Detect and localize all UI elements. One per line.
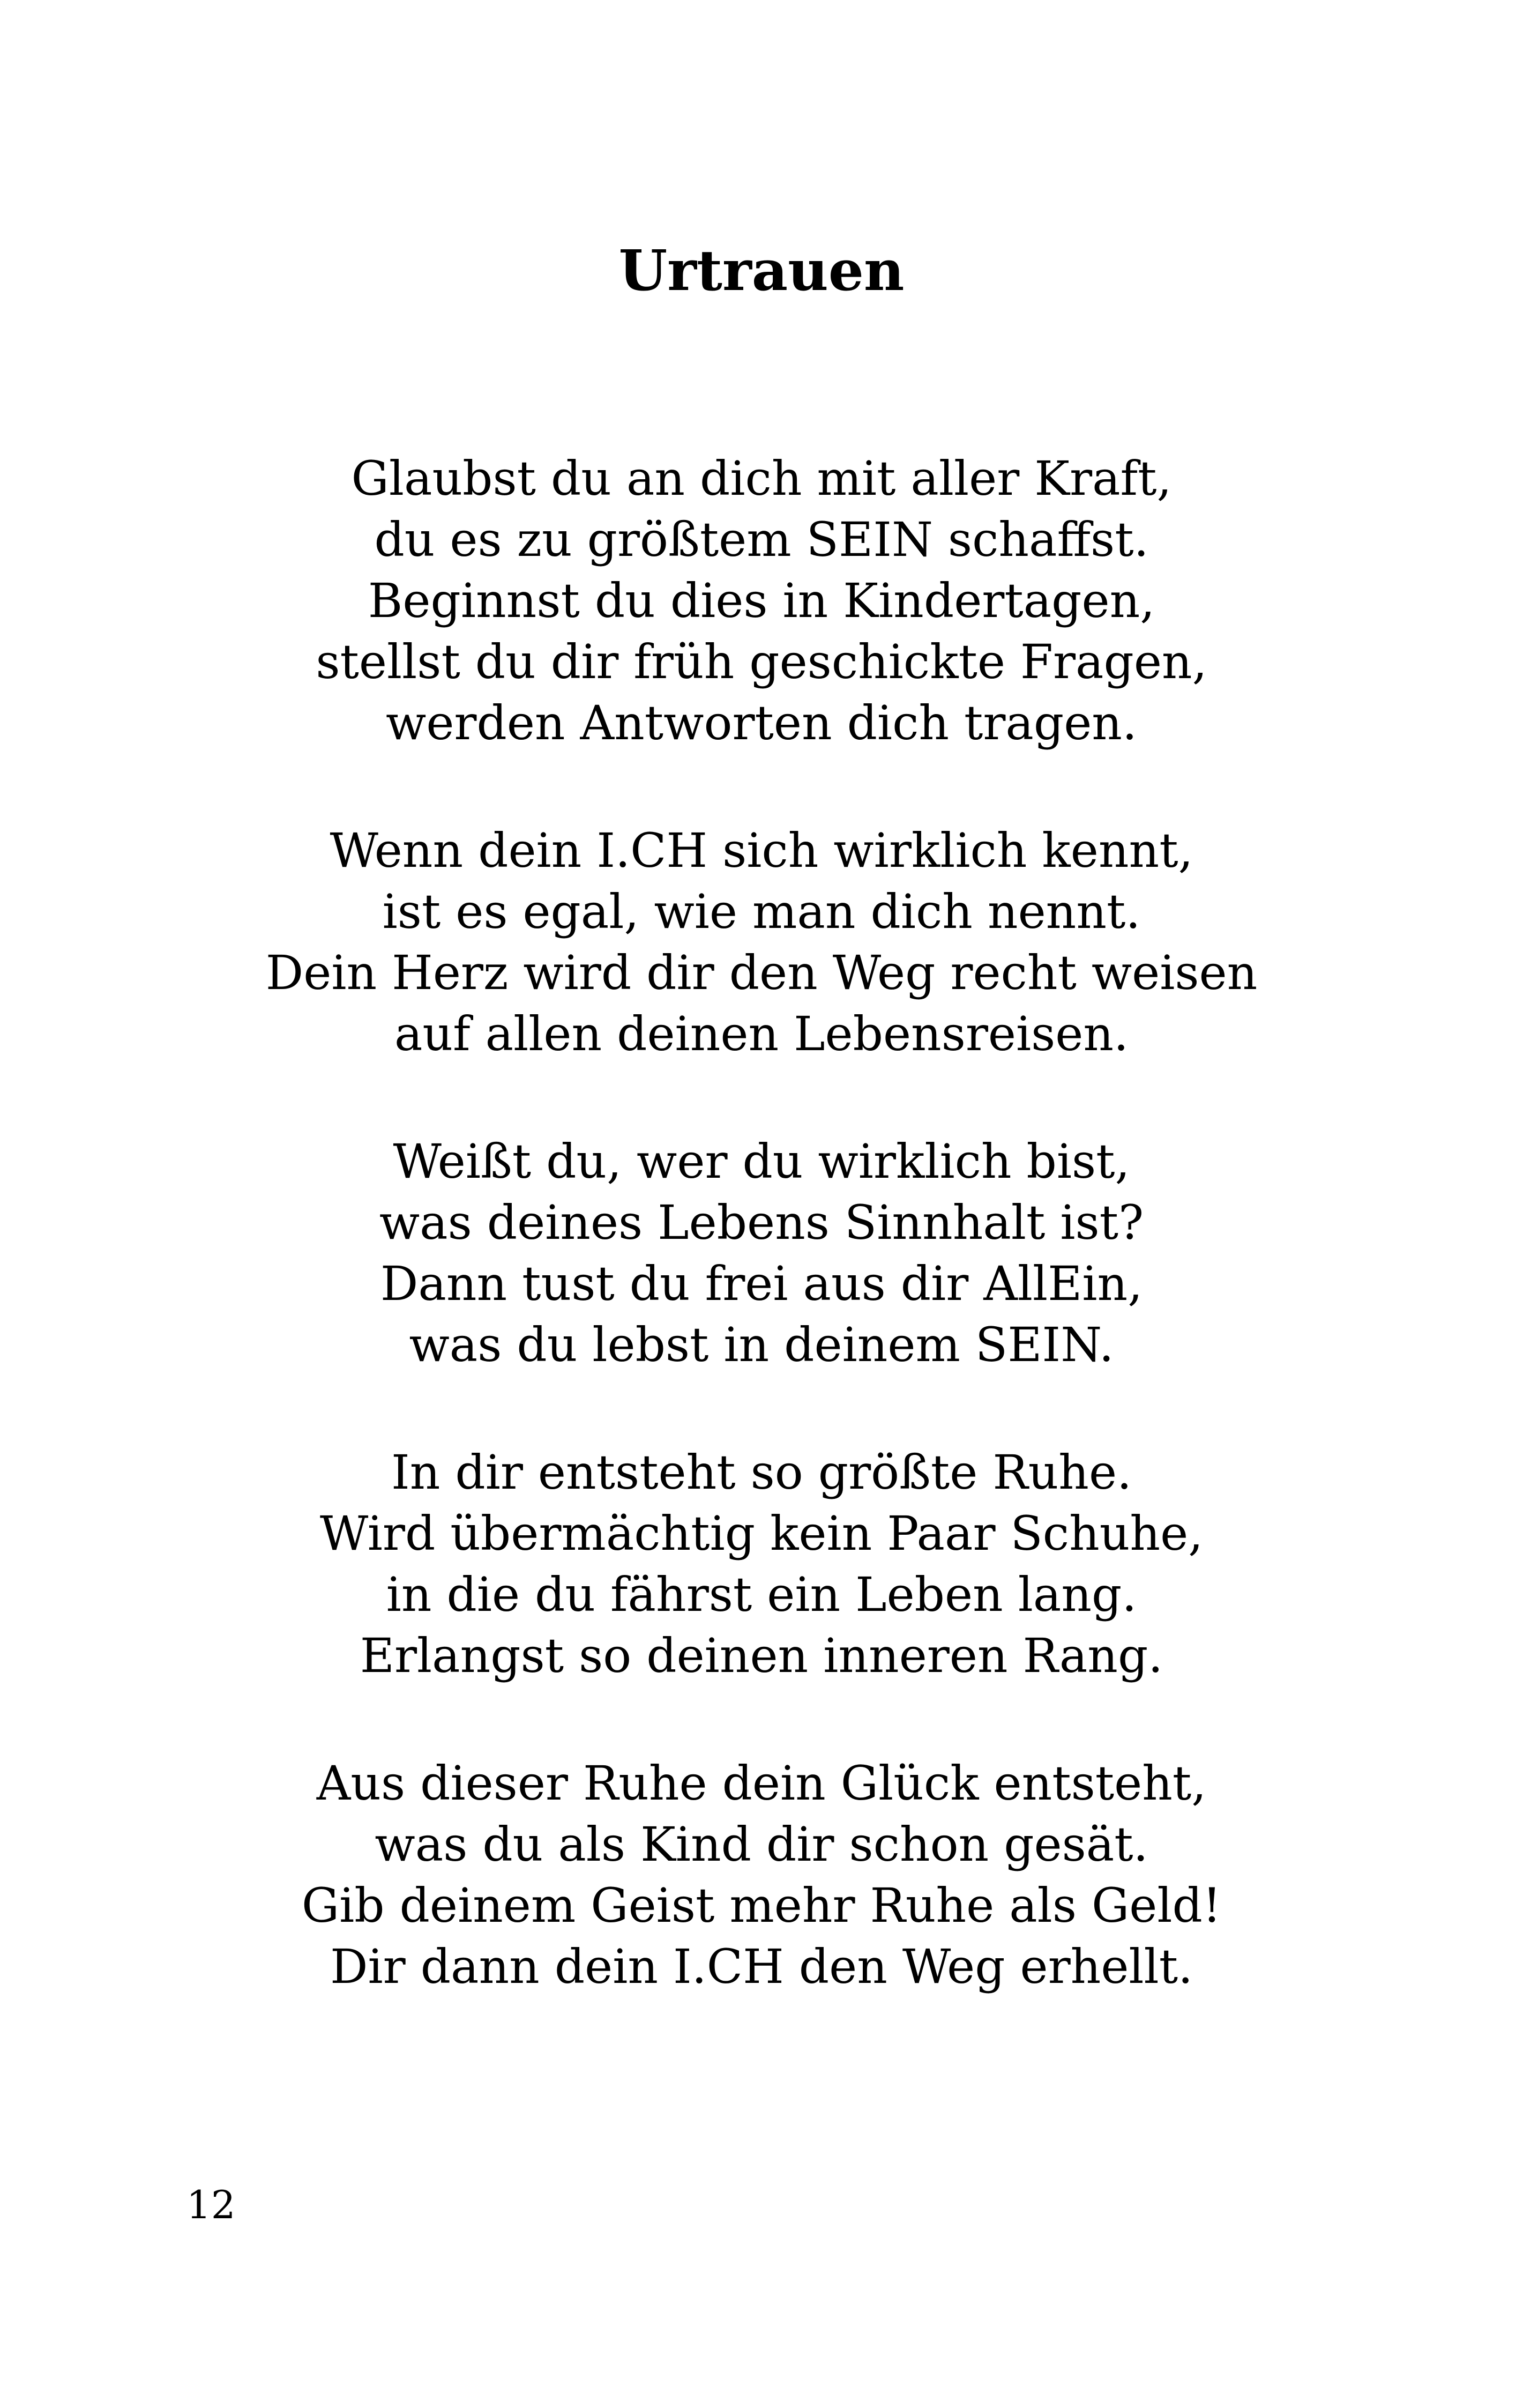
stanza bbox=[0, 820, 1523, 1065]
poem-line: Wird übermächtig kein Paar Schuhe, bbox=[319, 1506, 1204, 1561]
poem-line: werden Antworten dich tragen. bbox=[386, 695, 1137, 750]
stanza bbox=[0, 1131, 1523, 1376]
poem-line: Dein Herz wird dir den Weg recht weisen bbox=[265, 945, 1258, 1000]
poem-line: Aus dieser Ruhe dein Glück entsteht, bbox=[316, 1756, 1207, 1811]
poem-line: Weißt du, wer du wirklich bist, bbox=[393, 1134, 1130, 1189]
poem-line: Dann tust du frei aus dir AllEin, bbox=[380, 1256, 1143, 1311]
poem-line: In dir entsteht so größte Ruhe. bbox=[391, 1445, 1132, 1500]
poem-line: ist es egal, wie man dich nennt. bbox=[382, 884, 1141, 939]
page-number: 12 bbox=[186, 2182, 236, 2227]
poem-line: Gib deinem Geist mehr Ruhe als Geld! bbox=[301, 1878, 1222, 1933]
poem-title: Urtrauen bbox=[618, 237, 905, 303]
poem-body bbox=[0, 448, 1523, 2064]
poem-line: Beginnst du dies in Kindertagen, bbox=[368, 573, 1155, 628]
poem-line: Dir dann dein I.CH den Weg erhellt. bbox=[330, 1939, 1193, 1994]
poem-line: Wenn dein I.CH sich wirklich kennt, bbox=[330, 823, 1193, 878]
poem-line: in die du fährst ein Leben lang. bbox=[386, 1567, 1137, 1622]
poem-line: was du als Kind dir schon gesät. bbox=[375, 1817, 1148, 1872]
stanza bbox=[0, 1753, 1523, 1997]
poem-line: Glaubst du an dich mit aller Kraft, bbox=[351, 451, 1172, 506]
poem-line: du es zu größtem SEIN schaffst. bbox=[374, 512, 1149, 567]
poem-line: Erlangst so deinen inneren Rang. bbox=[360, 1628, 1163, 1683]
poem-line: auf allen deinen Lebensreisen. bbox=[394, 1006, 1129, 1061]
poem-line: was deines Lebens Sinnhalt ist? bbox=[379, 1195, 1144, 1250]
stanza bbox=[0, 448, 1523, 754]
poem-line: stellst du dir früh geschickte Fragen, bbox=[316, 634, 1207, 689]
stanza bbox=[0, 1442, 1523, 1686]
poem-line: was du lebst in deinem SEIN. bbox=[409, 1317, 1114, 1372]
